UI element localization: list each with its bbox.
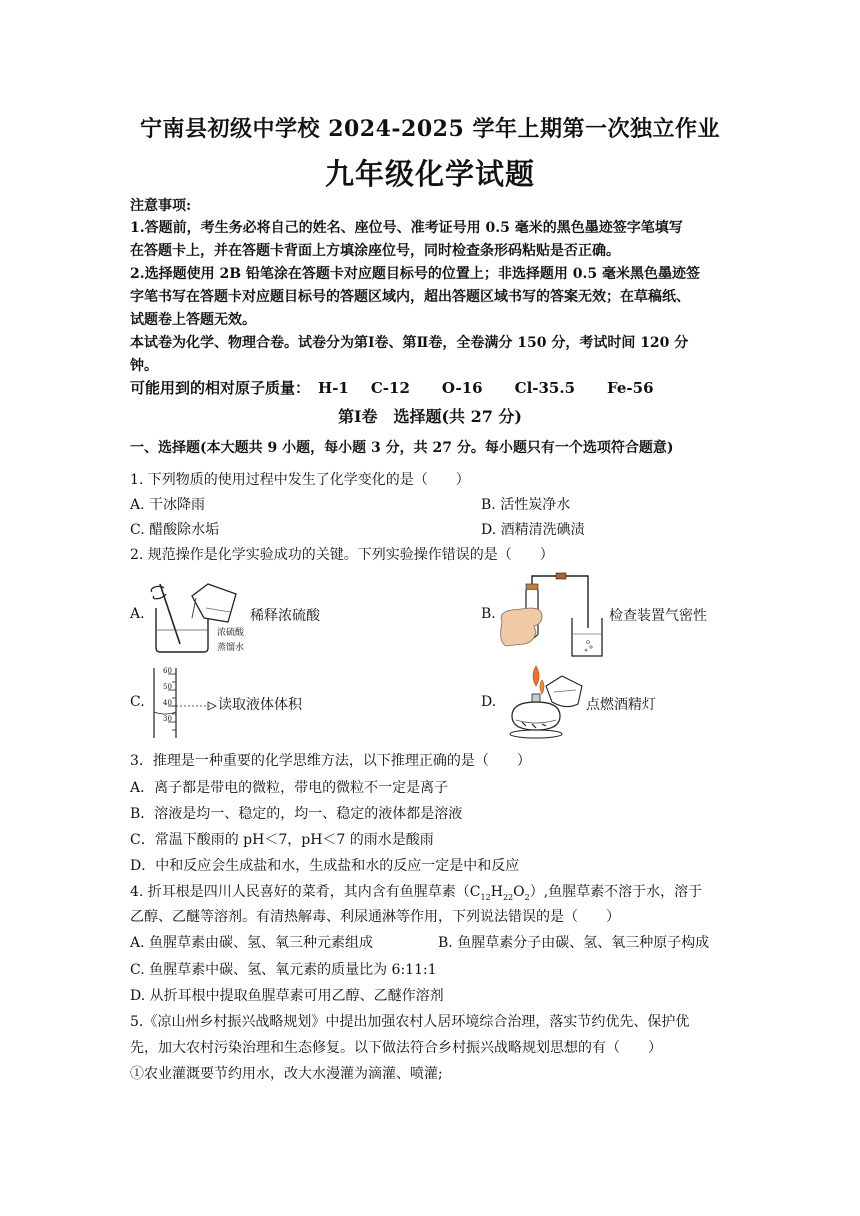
q3-option-a: A．离子都是带电的微粒，带电的微粒不一定是离子: [130, 780, 449, 796]
formula-h-count: 22: [502, 892, 514, 902]
q5-stem-line2: 先，加大农村污染治理和生态修复。以下做法符合乡村振兴战略规划思想的有（ ）: [130, 1040, 662, 1056]
exam-title: 宁南县初级中学校 2024-2025 学年上期第一次独立作业: [140, 116, 720, 142]
q3-option-d: D．中和反应会生成盐和水，生成盐和水的反应一定是中和反应: [130, 858, 520, 874]
q4-option-d: D. 从折耳根中提取鱼腥草素可用乙醇、乙醚作溶剂: [130, 988, 444, 1004]
exam-subtitle: 九年级化学试题: [324, 157, 535, 191]
q1-option-d: D. 酒精清洗碘渍: [481, 522, 585, 538]
q2-option-b-text: 检查装置气密性: [609, 608, 707, 624]
formula-o-count: 2: [524, 892, 530, 902]
airtightness-figure: [496, 572, 608, 660]
q2-option-a-text: 稀释浓硫酸: [250, 608, 320, 624]
atomic-mass-c: C-12: [370, 379, 410, 397]
cylinder-tick-40: 40: [163, 699, 172, 707]
notice-line: 本试卷为化学、物理合卷。试卷分为第Ⅰ卷、第Ⅱ卷，全卷满分 150 分，考试时间 120 分: [130, 335, 689, 351]
notice-line: 试题卷上答题无效。: [130, 312, 256, 328]
q1-option-b: B. 活性炭净水: [481, 497, 571, 513]
atomic-mass-cl: Cl-35.5: [514, 379, 576, 397]
q3-stem: 3．推理是一种重要的化学思维方法，以下推理正确的是（ ）: [130, 753, 531, 769]
q4-stem-start: 4. 折耳根是四川人民喜好的菜肴，其内含有鱼腥草素（C: [130, 884, 481, 900]
q2-option-d-label: D.: [481, 694, 497, 710]
q3-option-b: B．溶液是均一、稳定的，均一、稳定的液体都是溶液: [130, 806, 463, 822]
cylinder-tick-30: 30: [163, 715, 172, 723]
atomic-mass-label: 可能用到的相对原子质量：: [130, 379, 311, 397]
q5-item-1: ①农业灌溉要节约用水，改大水漫灌为滴灌、喷灌;: [130, 1066, 443, 1082]
section-instruction: 一、选择题(本大题共 9 小题，每小题 3 分，共 27 分。每小题只有一个选项符合题意): [130, 440, 674, 456]
notice-line: 1.答题前，考生务必将自己的姓名、座位号、准考证号用 0.5 毫米的黑色墨迹签字笔填写: [130, 220, 683, 236]
q4-option-c: C. 鱼腥草素中碳、氢、氧元素的质量比为 6:11:1: [130, 962, 437, 978]
formula-c-count: 12: [480, 892, 491, 902]
q2-option-b-label: B.: [481, 606, 496, 622]
q2-stem: 2. 规范操作是化学实验成功的关键。下列实验操作错误的是（ ）: [130, 547, 554, 563]
cylinder-tick-50: 50: [163, 683, 172, 691]
q5-stem-line1: 5.《凉山州乡村振兴战略规划》中提出加强农村人居环境综合治理，落实节约优先、保护优: [130, 1014, 690, 1030]
notice-line: 字笔书写在答题卡对应题目标号的答题区域内，超出答题区域书写的答案无效；在草稿纸、: [130, 289, 690, 305]
notice-line: 钟。: [130, 358, 158, 374]
section-title: 第Ⅰ卷 选择题(共 27 分): [337, 407, 523, 426]
q2-option-a-label-acid: 浓硫酸: [217, 628, 245, 638]
q3-option-c: C．常温下酸雨的 pH＜7，pH＜7 的雨水是酸雨: [130, 832, 434, 848]
notice-line: 在答题卡上，并在答题卡背面上方填涂座位号，同时检查条形码粘贴是否正确。: [130, 243, 620, 259]
q2-option-a-label-water: 蒸馏水: [217, 643, 245, 653]
notice-line: 2.选择题使用 2B 铅笔涂在答题卡对应题目标号的位置上；非选择题用 0.5 毫米黑色墨迹签: [130, 266, 701, 282]
q4-stem-line2: 乙醇、乙醚等溶剂。有清热解毒、利尿通淋等作用，下列说法错误的是（ ）: [130, 909, 620, 925]
atomic-mass-o: O-16: [441, 379, 483, 397]
q2-option-a-label: A.: [130, 606, 145, 622]
q1-option-a: A. 干冰降雨: [130, 497, 206, 513]
q2-option-d-text: 点燃酒精灯: [586, 697, 656, 713]
q1-stem: 1. 下列物质的使用过程中发生了化学变化的是（ ）: [130, 472, 470, 488]
atomic-mass-h: H-1: [318, 379, 349, 397]
graduated-cylinder-figure: [146, 666, 218, 740]
atomic-mass-line: [130, 378, 654, 398]
q4-option-b: B. 鱼腥草素分子由碳、氢、氧三种原子构成: [438, 935, 710, 951]
q1-option-c: C. 醋酸除水垢: [130, 522, 220, 538]
formula-o: O: [513, 884, 525, 900]
alcohol-lamp-figure: [498, 664, 588, 744]
atomic-mass-fe: Fe-56: [607, 379, 654, 397]
q2-option-c-text: 读取液体体积: [218, 697, 302, 713]
q4-stem-end: ）,鱼腥草素不溶于水，溶于: [529, 884, 703, 900]
notice-heading: 注意事项:: [130, 198, 192, 214]
q2-option-c-label: C.: [130, 694, 145, 710]
cylinder-tick-60: 60: [163, 667, 172, 675]
q4-stem: [130, 882, 702, 908]
formula-h: H: [490, 884, 503, 900]
q4-option-a: A. 鱼腥草素由碳、氢、氧三种元素组成: [130, 935, 374, 951]
